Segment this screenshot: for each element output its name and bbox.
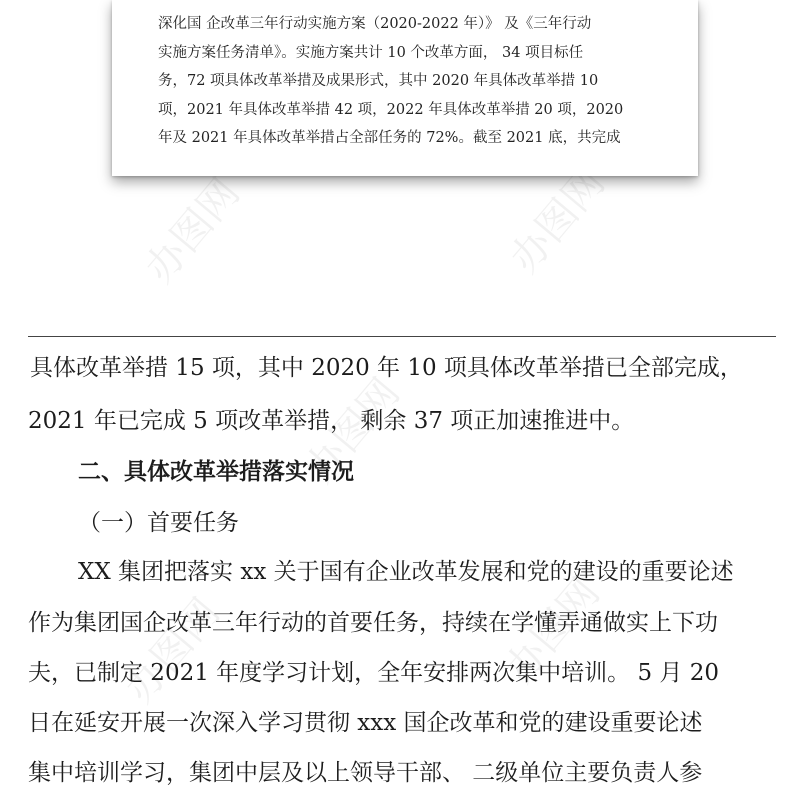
watermark: 办图网	[296, 370, 409, 492]
watermark: 办图网	[496, 570, 609, 692]
section-heading: 二、具体改革举措落实情况	[78, 459, 354, 485]
watermark: 办图网	[501, 160, 614, 282]
body-line: 2021 年已完成 5 项改革举措， 剩余 37 项正加速推进中。	[28, 408, 635, 434]
body-line: 集中培训学习，集团中层及以上领导干部、 二级单位主要负责人参	[28, 760, 703, 786]
body-line: 日在延安开展一次深入学习贯彻 xxx 国企改革和党的建设重要论述	[28, 710, 703, 736]
body-line: XX 集团把落实 xx 关于国有企业改革发展和党的建设的重要论述	[78, 559, 734, 585]
body-line: 具体改革举措 15 项，其中 2020 年 10 项具体改革举措已全部完成，	[30, 355, 743, 381]
card-line: 年及 2021 年具体改革举措占全部任务的 72%。截至 2021 底，共完成	[158, 130, 621, 146]
zoom-excerpt-card	[112, 0, 698, 176]
page-divider	[28, 336, 776, 337]
card-line: 务，72 项具体改革举措及成果形式，其中 2020 年具体改革举措 10	[158, 73, 599, 89]
watermark: 办图网	[136, 170, 249, 292]
body-line: 作为集团国企改革三年行动的首要任务，持续在学懂弄通做实上下功	[28, 610, 718, 636]
watermark: 办图网	[116, 590, 229, 712]
card-line: 实施方案任务清单》。实施方案共计 10 个改革方面， 34 项目标任	[158, 44, 584, 61]
body-line: 夫，已制定 2021 年度学习计划，全年安排两次集中培训。 5 月 20	[28, 660, 719, 686]
subsection-heading: （一）首要任务	[78, 510, 239, 536]
card-line: 深化国 企改革三年行动实施方案（2020-2022 年）》 及《三年行动	[158, 16, 592, 32]
card-line: 项，2021 年具体改革举措 42 项，2022 年具体改革举措 20 项，2020	[158, 101, 624, 118]
